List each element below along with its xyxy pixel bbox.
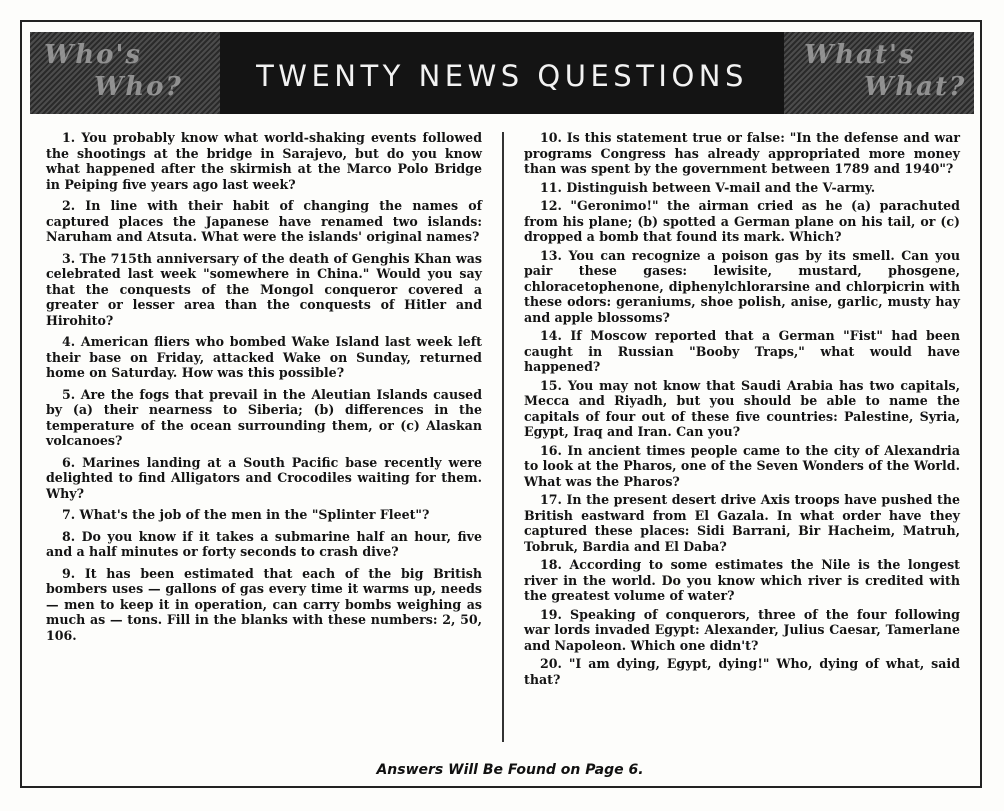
question-text: What's the job of the men in the "Splinter Fleet"? xyxy=(79,507,430,522)
question-text: The 715th anniversary of the death of Genghis Khan was celebrated last week "somewhere in China." Would you say that the conquests of the Mongol conqueror covered a greater or lesser area than the conquests of Hitler and Hirohito? xyxy=(46,250,483,328)
question-number: 14. xyxy=(540,328,562,343)
header-banner xyxy=(30,32,974,114)
question-13 xyxy=(524,248,960,326)
question-number: 7. xyxy=(62,507,76,522)
question-2 xyxy=(46,198,482,245)
question-text: You may not know that Saudi Arabia has two capitals, Mecca and Riyadh, but you should be able to name the capitals of four out of these five countries: Palestine, Syria, Egypt, Iraq and Iran. Can you? xyxy=(524,377,960,439)
question-number: 1. xyxy=(62,130,76,145)
question-number: 16. xyxy=(540,442,562,458)
question-7 xyxy=(46,507,482,523)
question-number: 13. xyxy=(540,247,562,263)
question-number: 5. xyxy=(62,386,76,402)
question-12 xyxy=(524,198,960,245)
banner-left-line1: Who's xyxy=(44,40,143,70)
question-number: 12. xyxy=(540,198,562,213)
question-text: "I am dying, Egypt, dying!" Who, dying of what, said that? xyxy=(524,656,961,687)
question-9 xyxy=(46,566,482,644)
question-number: 19. xyxy=(540,606,562,622)
question-14 xyxy=(524,328,960,375)
question-number: 3. xyxy=(62,250,76,266)
question-number: 10. xyxy=(540,130,562,145)
question-16 xyxy=(524,443,960,490)
question-text: American fliers who bombed Wake Island last week left their base on Friday, attacked Wake on Sunday, returned home on Saturday. How was this possible? xyxy=(46,334,482,380)
question-number: 9. xyxy=(62,565,76,581)
question-text: Do you know if it takes a submarine half an hour, five and a half minutes or forty seconds to crash dive? xyxy=(46,528,482,559)
question-text: Are the fogs that prevail in the Aleutian Islands caused by (a) their nearness to Siberia; (b) differences in the temperature of the ocean surrounding them, or (c) Alaskan volcanoes? xyxy=(46,386,483,448)
question-number: 15. xyxy=(540,377,562,393)
question-17 xyxy=(524,492,960,554)
question-text: Distinguish between V-mail and the V-army. xyxy=(566,179,876,195)
question-20 xyxy=(524,656,960,687)
question-number: 2. xyxy=(62,198,76,213)
question-6 xyxy=(46,455,482,502)
question-text: "Geronimo!" the airman cried as he (a) parachuted from his plane; (b) spotted a German plane on his tail, or (c) dropped a bomb that found its mark. Which? xyxy=(524,198,960,244)
question-10 xyxy=(524,130,960,177)
question-number: 20. xyxy=(540,656,562,671)
question-text: It has been estimated that each of the big British bombers uses — gallons of gas every time it warms up, needs — men to keep it in operation, can carry bombs weighing as much as — tons. Fill in the blanks with these numbers: 2, 50, 106. xyxy=(46,565,482,643)
question-5 xyxy=(46,387,482,449)
question-text: In line with their habit of changing the names of captured places the Japanese have renamed two islands: Naruham and Atsuta. What were the islands' original names? xyxy=(46,198,483,244)
banner-right-line1: What's xyxy=(804,40,916,70)
page-title: TWENTY NEWS QUESTIONS xyxy=(256,59,748,93)
question-11 xyxy=(524,180,960,196)
question-3 xyxy=(46,251,482,329)
question-number: 11. xyxy=(540,179,562,195)
question-1 xyxy=(46,130,482,192)
question-number: 17. xyxy=(540,492,562,507)
question-text: If Moscow reported that a German "Fist" had been caught in Russian "Booby Traps," what would have happened? xyxy=(524,328,960,374)
question-text: In ancient times people came to the city of Alexandria to look at the Pharos, one of the Seven Wonders of the World. What was the Pharos? xyxy=(524,442,961,489)
question-number: 6. xyxy=(62,454,76,470)
question-15 xyxy=(524,378,960,440)
question-text: Speaking of conquerors, three of the four following war lords invaded Egypt: Alexander, Julius Caesar, Tamerlane and Napoleon. Which one didn't? xyxy=(524,606,960,653)
right-column xyxy=(524,130,960,690)
question-number: 4. xyxy=(62,334,76,349)
banner-right-panel xyxy=(784,32,974,114)
question-8 xyxy=(46,529,482,560)
question-4 xyxy=(46,334,482,381)
answers-note: Answers Will Be Found on Page 6. xyxy=(376,762,644,778)
column-divider xyxy=(502,132,504,742)
question-number: 18. xyxy=(540,557,562,572)
question-19 xyxy=(524,607,960,654)
question-text: You probably know what world-shaking events followed the shootings at the bridge in Sarajevo, but do you know what happened after the skirmish at the Marco Polo Bridge in Peiping five years ago last week? xyxy=(46,130,482,192)
question-18 xyxy=(524,557,960,604)
question-text: Marines landing at a South Pacific base recently were delighted to find Alligators and Crocodiles waiting for them. Why? xyxy=(46,454,482,501)
left-column xyxy=(46,130,482,649)
question-text: Is this statement true or false: "In the defense and war programs Congress has already appropriated more money than was spent by the government between 1789 and 1940"? xyxy=(524,130,960,176)
banner-left-panel xyxy=(30,32,220,114)
question-text: You can recognize a poison gas by its smell. Can you pair these gases: lewisite, mustard, phosgene, chloracetophenone, diphenylchlorarsine and chlorpicrin with these odors: geraniums, shoe polish, anise, garlic, musty hay and apple blossoms? xyxy=(524,247,960,325)
banner-right-line2: What? xyxy=(864,72,967,102)
banner-left-line2: Who? xyxy=(94,72,183,102)
question-number: 8. xyxy=(62,528,76,544)
question-text: In the present desert drive Axis troops have pushed the British eastward from El Gazala. In what order have they captured these places: Sidi Barrani, Bir Hacheim, Matruh, Tobruk, Bardia and El Daba? xyxy=(524,492,960,554)
question-text: According to some estimates the Nile is the longest river in the world. Do you know which river is credited with the greatest volume of water? xyxy=(524,557,961,603)
